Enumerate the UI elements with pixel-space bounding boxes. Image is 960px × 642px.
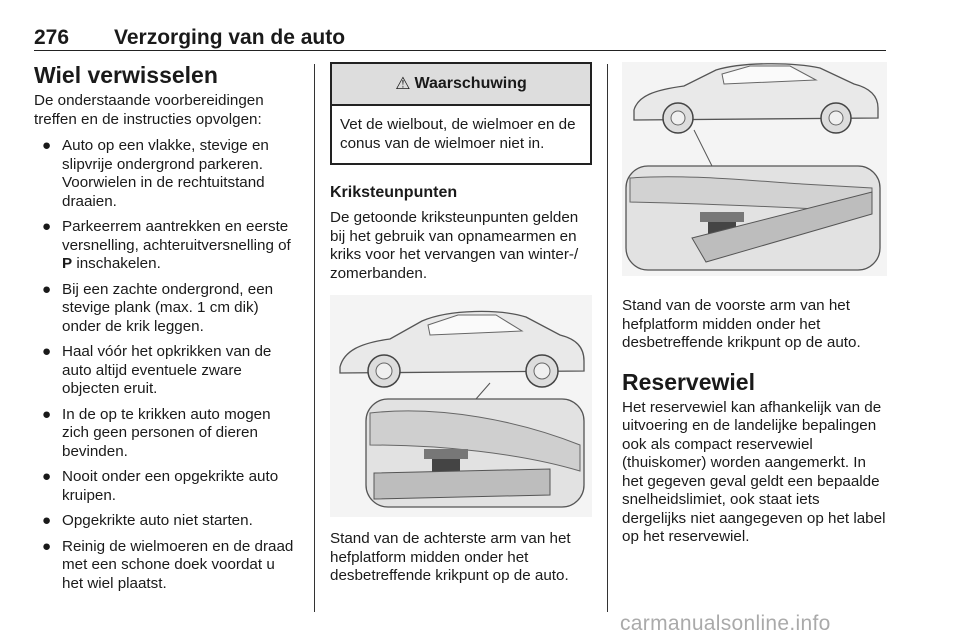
warning-text: Vet de wielbout, de wielmoer en de conus van de wielmoer niet in. (340, 116, 576, 152)
column-left (34, 62, 299, 600)
front-arm-caption: Stand van de voorste arm van het hefplatform midden onder het desbetreffende krikpunt op de auto. (622, 297, 861, 351)
section-heading-reservewiel: Reservewiel (622, 368, 755, 395)
bullet-dot-icon: ● (42, 137, 52, 154)
list-item: ● Bij een zachte ondergrond, een stevige plank (max. 1 cm dik) onder de krik leggen. (42, 280, 274, 335)
list-item: ● Haal vóór het opkrikken van de auto altijd eventuele zware objecten eruit. (42, 343, 272, 397)
column-middle (330, 62, 592, 586)
watermark: carmanualsonline.info (620, 612, 831, 635)
bullet-dot-icon: ● (42, 218, 52, 235)
intro-paragraph: De onderstaande voorbereidingen treffen en de instructies opvolgen: (34, 92, 264, 128)
header-divider (34, 50, 886, 51)
bullet-dot-icon: ● (42, 468, 52, 485)
warning-header (332, 64, 590, 106)
warning-triangle-icon: ⚠ (395, 74, 411, 93)
page-header (34, 22, 884, 52)
subheading-kriksteunpunten: Kriksteunpunten (330, 184, 458, 201)
column-divider-left (314, 64, 315, 612)
list-item: ● Opgekrikte auto niet starten. (42, 512, 253, 529)
column-right (622, 62, 887, 547)
page-number: 276 (34, 26, 70, 49)
list-item: ● In de op te krikken auto mogen zich geen personen of dieren bevinden. (42, 405, 271, 460)
front-jack-point-illustration (622, 62, 887, 276)
column-divider-right (607, 64, 608, 612)
warning-title: Waarschuwing (414, 75, 527, 92)
rear-arm-caption: Stand van de achterste arm van het hefplatform midden onder het desbetreffende krikpunt op de auto. (330, 530, 571, 584)
bullet-dot-icon: ● (42, 537, 52, 555)
rear-jack-point-illustration (330, 295, 592, 517)
bullet-list (34, 137, 299, 593)
list-item: ● Reinig de wielmoeren en de draad met een schone doek voordat u het wiel plaatst. (42, 537, 294, 592)
bullet-dot-icon: ● (42, 280, 52, 298)
list-item: ● Nooit onder een opgekrikte auto kruipen. (42, 468, 279, 504)
bullet-dot-icon: ● (42, 343, 52, 360)
warning-box (330, 62, 592, 165)
list-item: ● Auto op een vlakke, stevige en slipvrije ondergrond parkeren. Voorwielen in de rechtuitstand draaien. (42, 137, 269, 210)
section-heading-wiel-verwisselen: Wiel verwisselen (34, 62, 218, 88)
list-item: ● Parkeerrem aantrekken en eerste versnelling, achteruitversnelling of P inschakelen. (42, 218, 291, 272)
chapter-title: Verzorging van de auto (114, 26, 346, 49)
kriksteunpunten-paragraph: De getoonde kriksteunpunten gelden bij het gebruik van opnamearmen en kriks voor het vervangen van winter-/ zomerbanden. (330, 209, 579, 282)
reservewiel-paragraph: Het reservewiel kan afhankelijk van de uitvoering en de landelijke bepalingen ook als compact reservewiel (thuiskomer) worden aangemerkt. In het gegeven geval geldt een bepaalde snelheidslimiet, ook staat iets dergelijks niet aangegeven op het label op het reservewiel. (622, 398, 886, 545)
bullet-dot-icon: ● (42, 512, 52, 529)
bullet-dot-icon: ● (42, 405, 52, 423)
